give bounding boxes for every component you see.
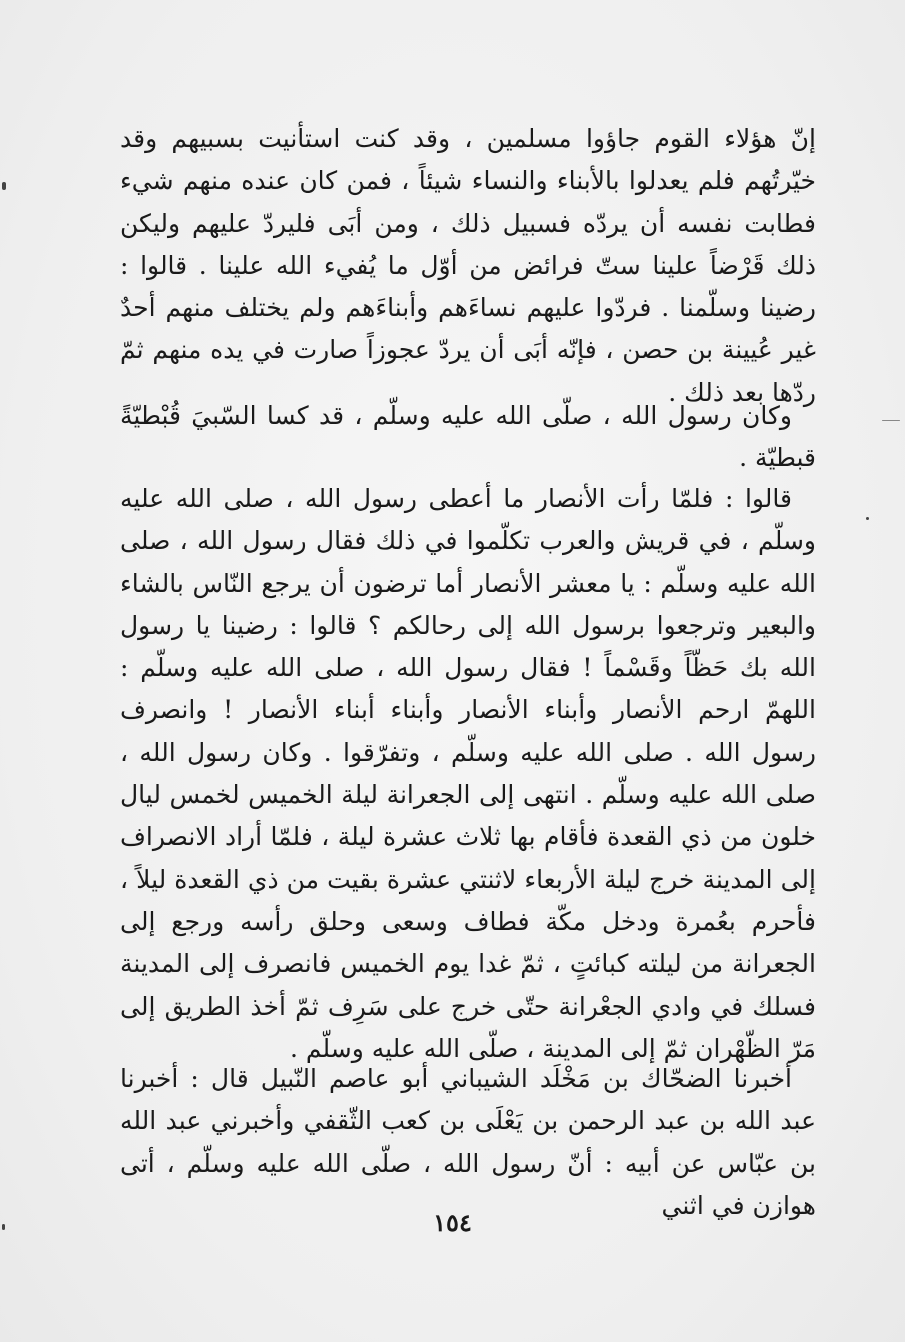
- paragraph-text: إنّ هؤلاء القوم جاؤوا مسلمين ، وقد كنت استأنيت بسبيهم وقد خيّرتُهم فلم يعدلوا بالأبناء والنساء شيئاً ، فمن كان عنده منهم شيء فطابت نفسه أن يردّه فسبيل ذلك ، ومن أبَى فليردّ عليهم وليكن ذلك قَرْضاً علينا ستّ فرائض من أوّل ما يُفيء الله علينا . قالوا : رضينا وسلّمنا . فردّوا عليهم نساءَهم وأبناءَهم ولم يختلف منهم أحدٌ غير عُيينة بن حصن ، فإنّه أبَى أن يردّ عجوزاً صارت في يده منهم ثمّ ردّها بعد ذلك .: [120, 124, 816, 407]
- paragraph-text: أخبرنا الضحّاك بن مَخْلَد الشيباني أبو عاصم النّبيل قال : أخبرنا عبد الله بن عبد الرحمن بن يَعْلَى بن كعب الثّقفي وأخبرني عبد الله بن عبّاس عن أبيه : أنّ رسول الله ، صلّى الله عليه وسلّم ، أتى هوازن في اثني: [120, 1064, 816, 1220]
- page-number: ١٥٤: [433, 1208, 472, 1237]
- paragraph-text: قالوا : فلمّا رأت الأنصار ما أعطى رسول الله ، صلى الله عليه وسلّم ، في قريش والعرب تكلّموا في ذلك فقال رسول الله ، صلى الله عليه وسلّم : يا معشر الأنصار أما ترضون أن يرجع النّاس بالشاء والبعير وترجعوا برسول الله إلى رحالكم ؟ قالوا : رضينا يا رسول الله بك حَظّاً وقَسْماً ! فقال رسول الله ، صلى الله عليه وسلّم : اللهمّ ارحم الأنصار وأبناء الأنصار وأبناء أبناء الأنصار ! وانصرف رسول الله . صلى الله عليه وسلّم ، وتفرّقوا . وكان رسول الله ، صلى الله عليه وسلّم . انتهى إلى الجعرانة ليلة الخميس لخمس ليال خلون من ذي القعدة فأقام بها ثلاث عشرة ليلة ، فلمّا أراد الانصراف إلى المدينة خرج ليلة الأربعاء لاثنتي عشرة بقيت من ذي القعدة ليلاً ، فأحرم بعُمرة ودخل مكّة فطاف وسعى وحلق رأسه ورجع إلى الجعرانة من ليلته كبائتٍ ، ثمّ غدا يوم الخميس فانصرف إلى المدينة فسلك في وادي الجعْرانة حتّى خرج على سَرِف ثمّ أخذ الطريق إلى مَرّ الظّهْران ثمّ إلى المدينة ، صلّى الله عليه وسلّم .: [120, 484, 816, 1063]
- scan-artifact: [2, 182, 6, 190]
- paragraph: [120, 395, 816, 480]
- paragraph: [120, 478, 816, 1070]
- scan-artifact: [882, 420, 900, 421]
- scan-artifact: [866, 517, 869, 520]
- paragraph: [120, 118, 816, 414]
- paragraph: [120, 1058, 816, 1227]
- paragraph-text: وكان رسول الله ، صلّى الله عليه وسلّم ، قد كسا السّبيَ قُبْطيّةً قبطيّة .: [120, 401, 816, 473]
